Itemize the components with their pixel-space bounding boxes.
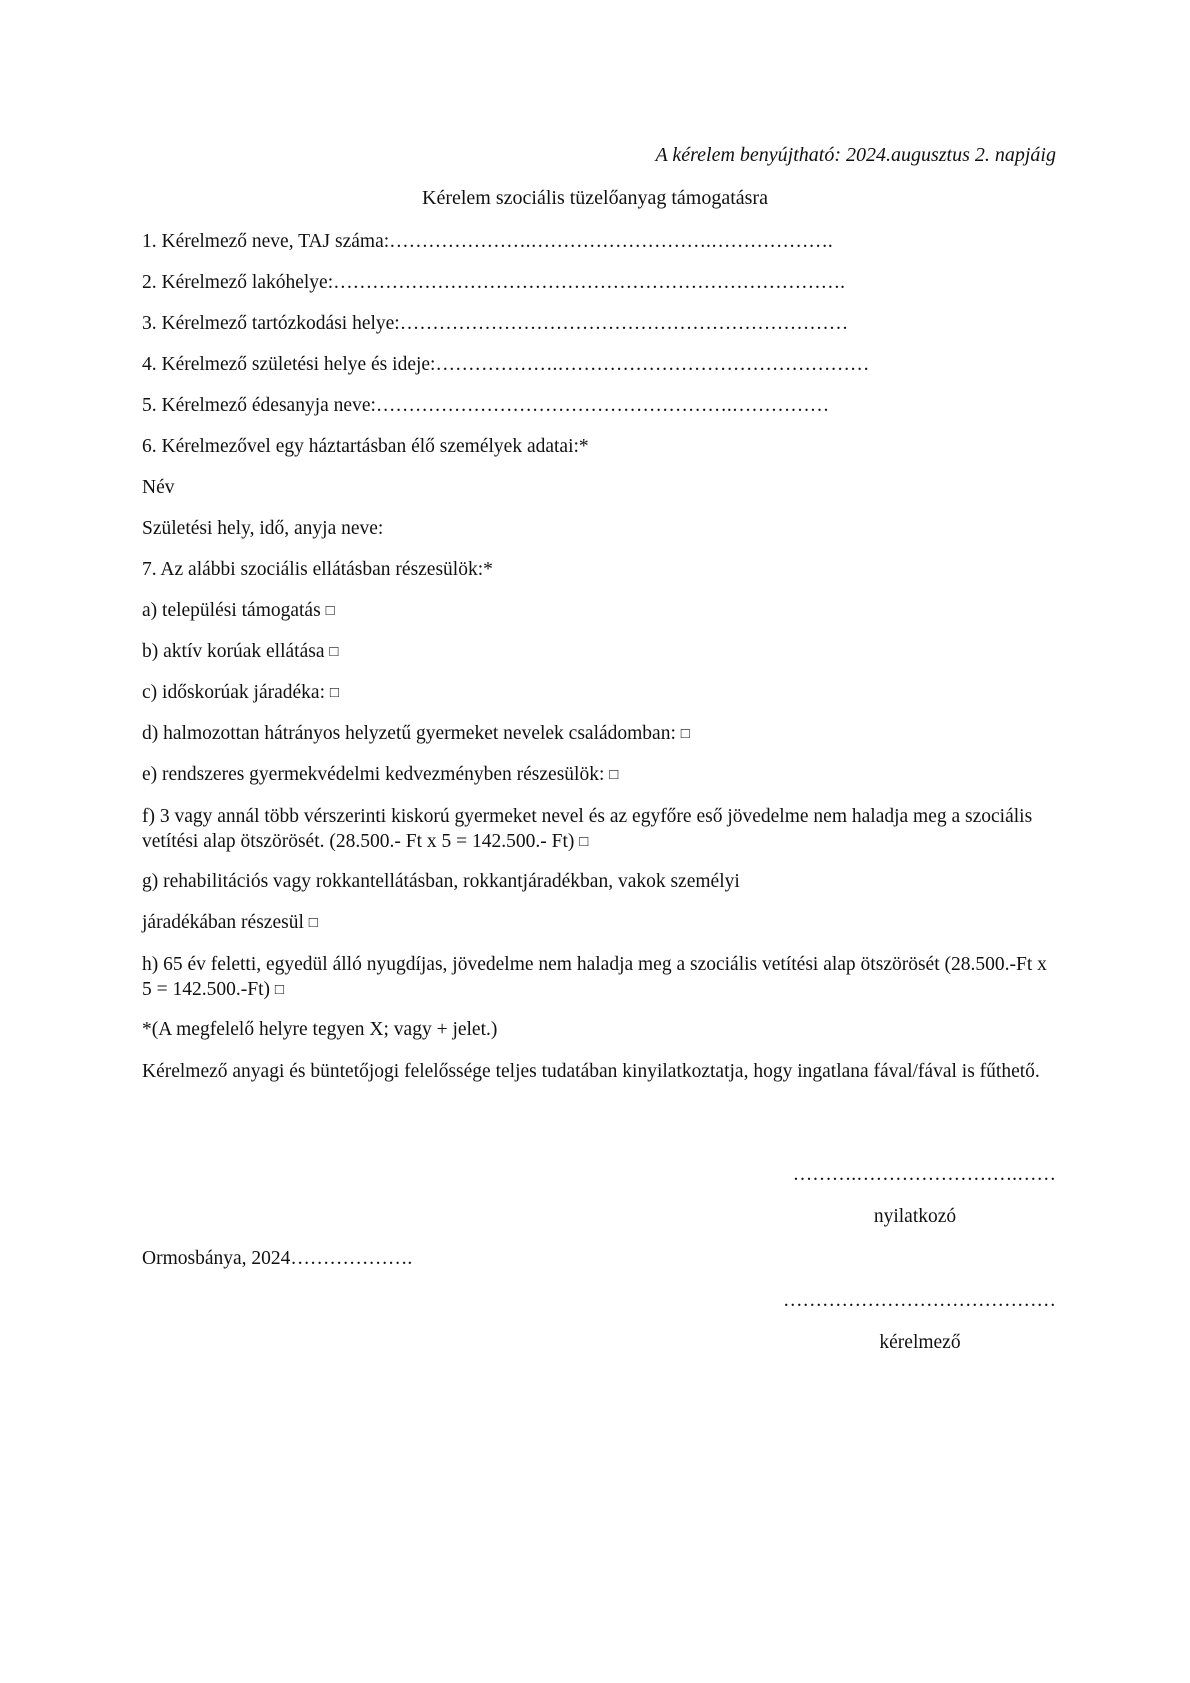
- benefit-option-f[interactable]: [142, 804, 1056, 855]
- benefit-option-h[interactable]: [142, 952, 1056, 1003]
- household-birth-label: Születési hely, idő, anyja neve:: [142, 518, 384, 539]
- benefit-option-c[interactable]: [142, 681, 339, 704]
- field-label: 5. Kérelmező édesanyja neve:: [142, 395, 376, 416]
- applicant-label: kérelmező: [879, 1332, 961, 1353]
- benefit-option-g-line1: g) rehabilitációs vagy rokkantellátásban, rokkantjáradékban, vakok személyi: [142, 871, 740, 892]
- fill-in-dots[interactable]: ………………….……………………….……………….: [389, 231, 833, 252]
- fill-in-dots[interactable]: ……………………………………………….……………: [375, 395, 830, 416]
- declarant-label: nyilatkozó: [873, 1206, 957, 1227]
- fill-in-dots[interactable]: …………………………………………………………………….: [333, 272, 845, 293]
- benefit-option-g[interactable]: [142, 911, 318, 934]
- checkbox-icon[interactable]: □: [308, 915, 318, 931]
- checkbox-icon[interactable]: □: [329, 644, 339, 660]
- fill-in-dots[interactable]: ……………….…………………………………………: [435, 354, 870, 375]
- option-label: e) rendszeres gyermekvédelmi kedvezményben részesülök:: [142, 764, 605, 785]
- checkbox-icon[interactable]: □: [609, 767, 619, 783]
- place-date-field[interactable]: Ormosbánya, 2024……………….: [142, 1248, 413, 1269]
- option-label: b) aktív korúak ellátása: [142, 641, 325, 662]
- option-label: h) 65 év feletti, egyedül álló nyugdíjas, jövedelme nem haladja meg a szociális vetítési alap ötszörösét (28.500.-Ft x 5 = 142.500.-Ft): [142, 954, 1047, 1001]
- checkbox-icon[interactable]: □: [680, 726, 690, 742]
- field-label: 1. Kérelmező neve, TAJ száma:: [142, 231, 390, 252]
- checkbox-icon[interactable]: □: [579, 834, 589, 851]
- field-applicant-name-taj[interactable]: [142, 230, 833, 253]
- checkbox-icon[interactable]: □: [274, 982, 284, 999]
- option-label: c) időskorúak járadéka:: [142, 682, 326, 703]
- submission-deadline: A kérelem benyújtható: 2024.augusztus 2. napjáig: [655, 144, 1056, 166]
- field-residence[interactable]: [142, 271, 845, 294]
- option-label: d) halmozottan hátrányos helyzetű gyermeket nevelek családomban:: [142, 723, 676, 744]
- declarant-signature-line[interactable]: ……….…………………….……: [792, 1164, 1056, 1185]
- marking-instruction-note: *(A megfelelő helyre tegyen X; vagy + jelet.): [142, 1019, 498, 1040]
- applicant-signature-line[interactable]: ……………………………………: [783, 1290, 1056, 1311]
- option-label: járadékában részesül: [142, 912, 304, 933]
- field-mother-name[interactable]: [142, 394, 829, 417]
- option-label: f) 3 vagy annál több vérszerinti kiskorú gyermeket nevel és az egyfőre eső jövedelme nem haladja meg a szociális vetítési alap ötszörösét. (28.500.- Ft x 5 = 142.500.- Ft): [142, 806, 1033, 853]
- benefit-option-b[interactable]: [142, 640, 338, 663]
- benefits-heading: 7. Az alábbi szociális ellátásban részesülök:*: [142, 559, 493, 580]
- benefit-option-d[interactable]: [142, 722, 690, 745]
- household-heading: 6. Kérelmezővel egy háztartásban élő személyek adatai:*: [142, 436, 589, 457]
- field-birth-place-date[interactable]: [142, 353, 869, 376]
- field-label: 2. Kérelmező lakóhelye:: [142, 272, 334, 293]
- fill-in-dots[interactable]: ……………………………………………………………: [399, 313, 849, 334]
- form-title: Kérelem szociális tüzelőanyag támogatásra: [422, 187, 768, 209]
- field-temporary-residence[interactable]: [142, 312, 848, 335]
- checkbox-icon[interactable]: □: [329, 685, 339, 701]
- benefit-option-e[interactable]: [142, 763, 618, 786]
- option-label: a) települési támogatás: [142, 600, 321, 621]
- household-name-label: Név: [142, 477, 175, 498]
- field-label: 3. Kérelmező tartózkodási helye:: [142, 313, 400, 334]
- declaration-text: Kérelmező anyagi és büntetőjogi felelőssége teljes tudatában kinyilatkoztatja, hogy ingatlana fával/fával is fűthető.: [142, 1061, 1040, 1082]
- field-label: 4. Kérelmező születési helye és ideje:: [142, 354, 436, 375]
- checkbox-icon[interactable]: □: [325, 603, 335, 619]
- benefit-option-a[interactable]: [142, 599, 335, 622]
